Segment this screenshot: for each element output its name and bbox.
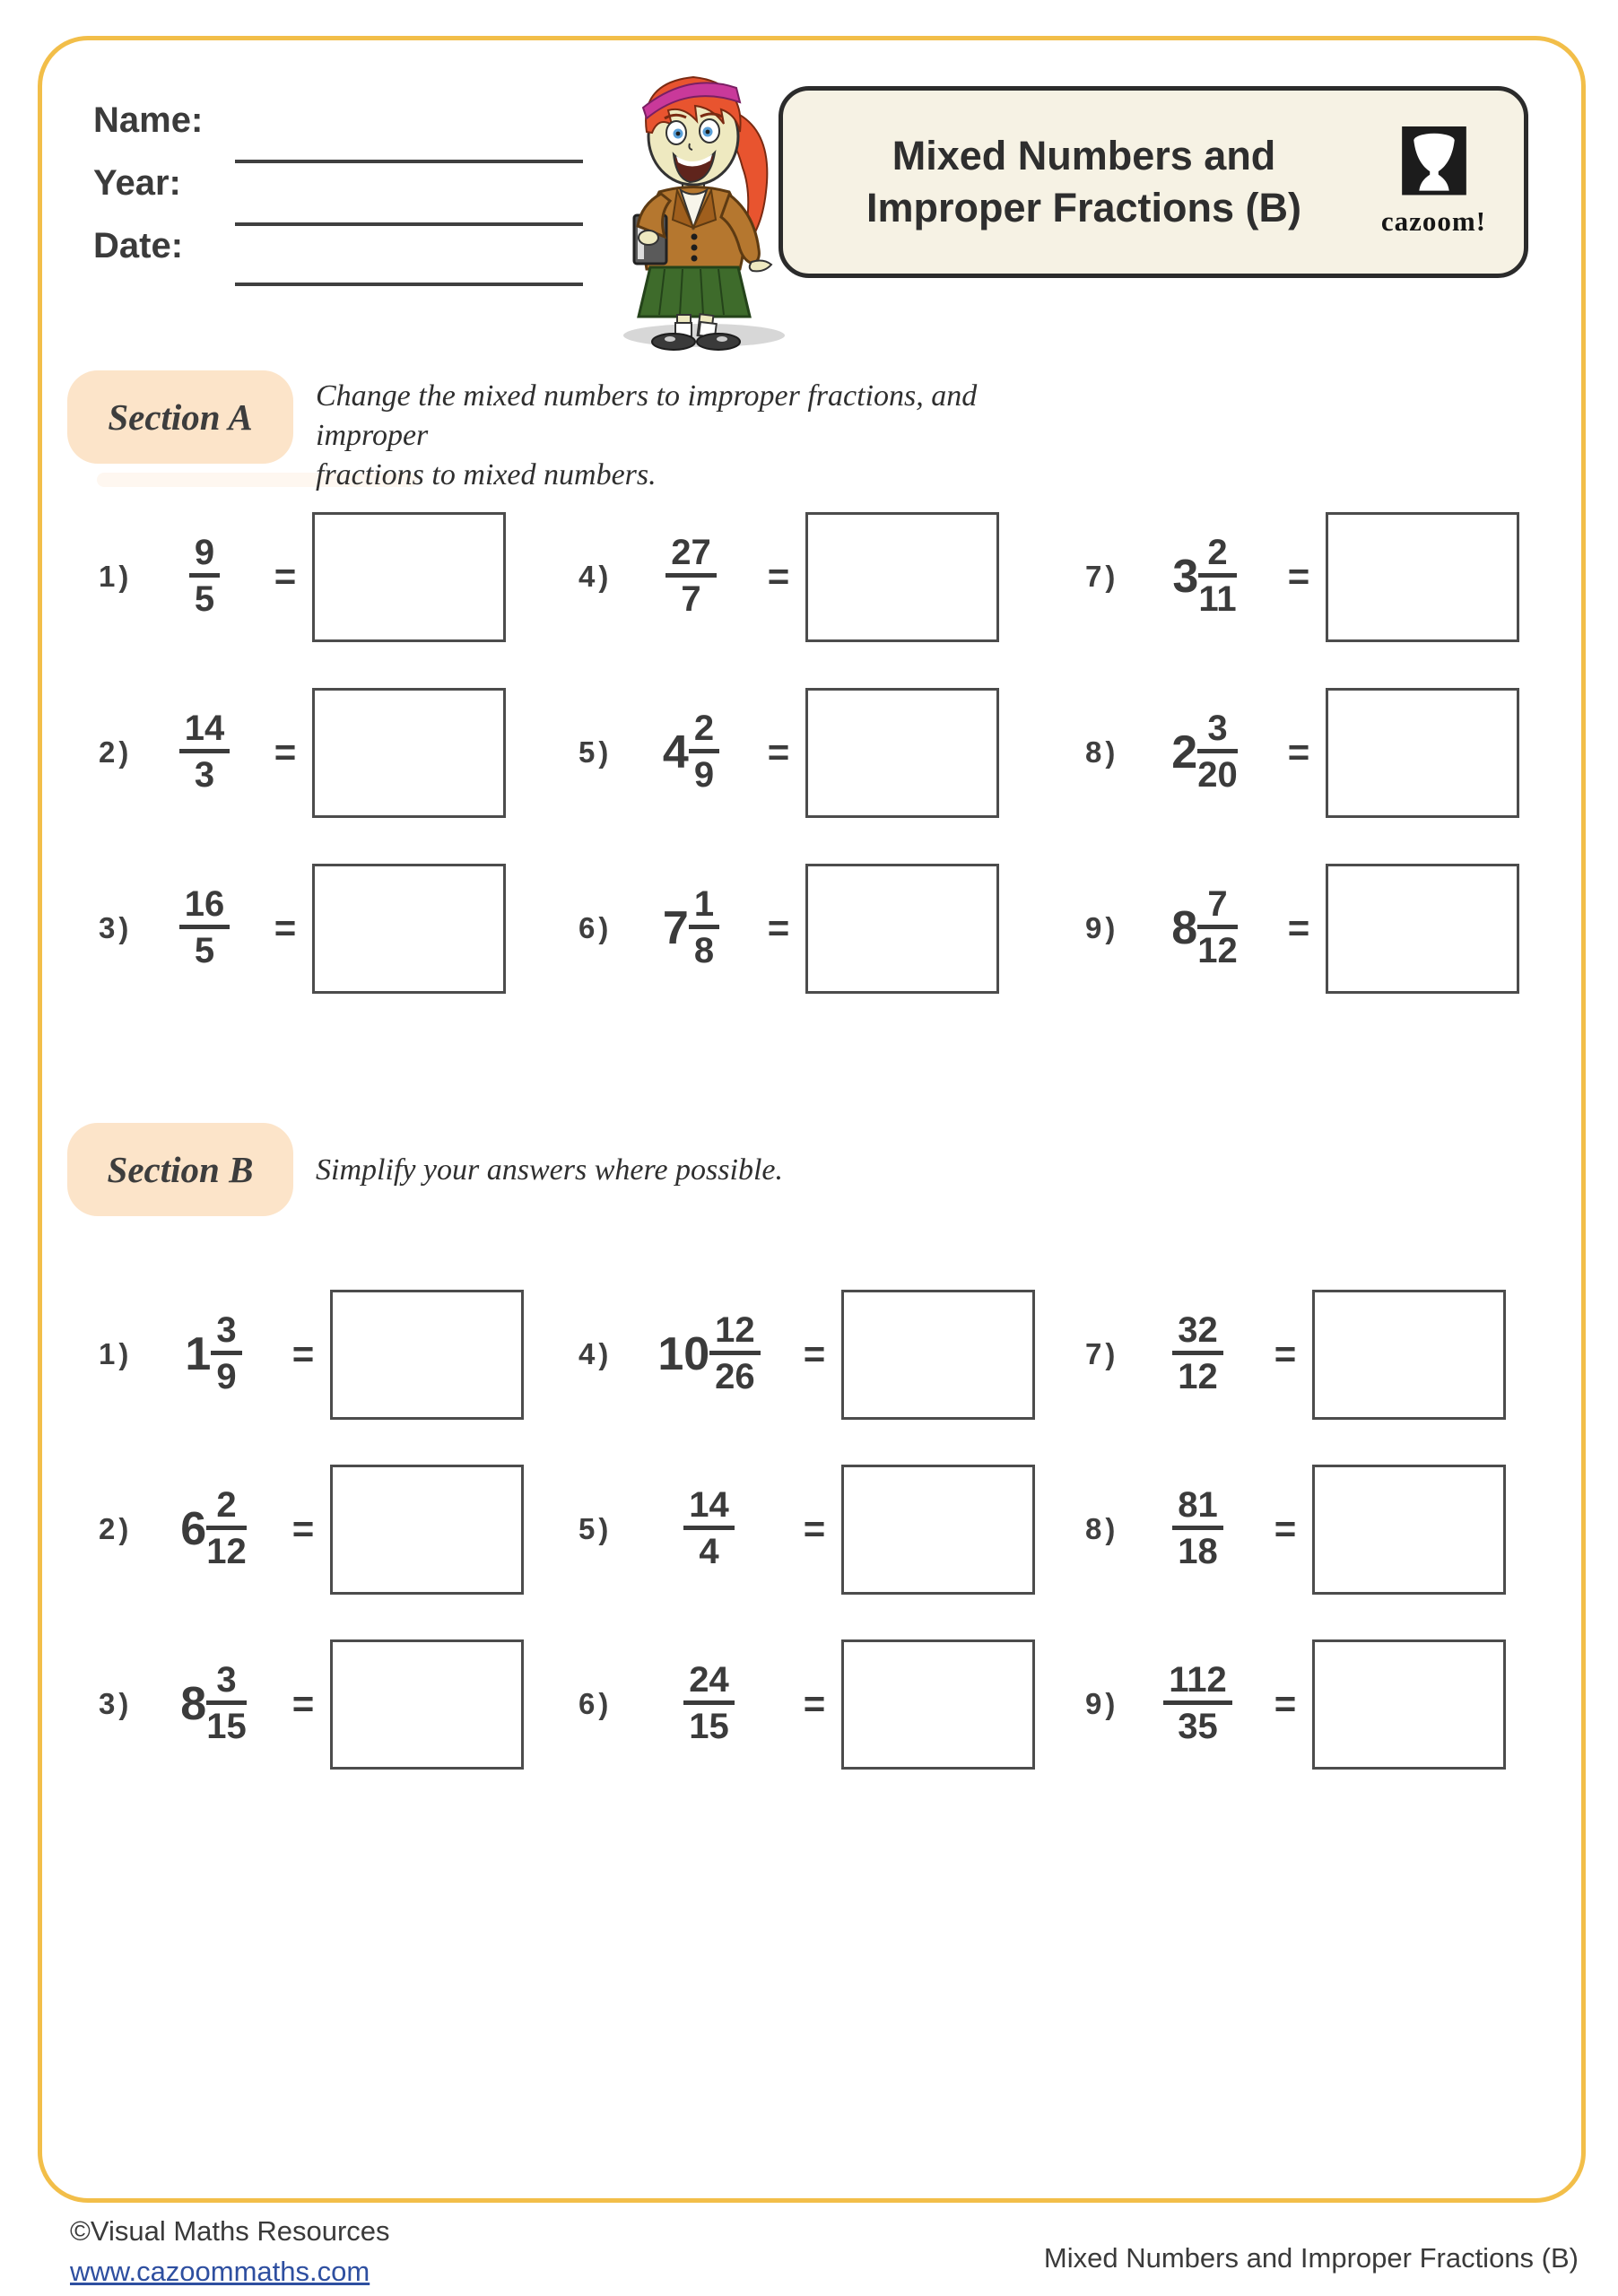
equals-sign: = [1287,731,1310,773]
numerator: 2 [1198,534,1236,578]
equals-sign: = [803,1683,826,1725]
problem-a4 [578,500,999,653]
problem-b5 [578,1453,1035,1605]
answer-box[interactable] [805,864,999,994]
denominator: 20 [1197,755,1238,795]
denominator: 26 [715,1357,755,1396]
numerator: 12 [709,1311,761,1355]
problem-number: 8) [1085,1512,1119,1545]
answer-box[interactable] [330,1465,524,1595]
fraction [1197,709,1238,796]
footer-left [70,2212,390,2292]
answer-box[interactable] [1312,1465,1506,1595]
equals-sign: = [803,1508,826,1550]
problem-b4 [578,1278,1035,1431]
problem-a6 [578,852,999,1004]
fraction [1163,1661,1232,1747]
problem-number: 7) [1085,560,1119,593]
fraction-expression [1137,1486,1258,1572]
problem-a7 [1085,500,1519,653]
fraction-expression [1137,885,1272,971]
denominator: 11 [1198,579,1237,619]
problem-number: 5) [578,735,613,769]
whole-number: 8 [180,1678,207,1730]
equals-sign: = [767,907,790,949]
problem-number: 5) [578,1512,613,1545]
answer-box[interactable] [312,688,506,818]
answer-box[interactable] [841,1639,1035,1770]
fraction-expression [151,534,258,620]
title-box [779,86,1528,278]
drum-icon [1399,126,1469,204]
section-b-pill: Section B [67,1123,293,1216]
fraction [1172,1311,1223,1397]
answer-box[interactable] [805,688,999,818]
numerator: 9 [189,534,220,578]
problem-b7 [1085,1278,1506,1431]
denominator: 12 [206,1532,247,1571]
denominator: 12 [1178,1357,1218,1396]
section-b-instruction: Simplify your answers where possible. [316,1153,783,1187]
problem-a8 [1085,676,1519,829]
fraction [689,885,719,971]
fraction-expression [151,885,258,971]
whole-number: 1 [185,1328,212,1380]
answer-box[interactable] [1312,1290,1506,1420]
problem-b3 [99,1628,524,1780]
fraction-expression [151,709,258,796]
fraction [1172,1486,1223,1572]
page-border-frame [38,36,1586,2203]
denominator: 9 [693,755,715,795]
denominator: 5 [194,931,215,970]
problem-number: 4) [578,560,613,593]
equals-sign: = [767,555,790,597]
answer-box[interactable] [330,1290,524,1420]
section-a-instruction-line1: Change the mixed numbers to improper fractions, and improper [316,379,978,453]
fraction [689,709,719,796]
fraction [1197,885,1238,971]
numerator: 2 [206,1486,247,1530]
section-a-instruction-line2: fractions to mixed numbers. [316,458,657,492]
worksheet-title-line2: Improper Fractions (B) [866,185,1302,230]
equals-sign: = [274,907,297,949]
problem-number: 9) [1085,911,1119,944]
problem-a9 [1085,852,1519,1004]
answer-box[interactable] [330,1639,524,1770]
equals-sign: = [291,1683,315,1725]
fraction [179,709,231,796]
whole-number: 6 [180,1503,207,1555]
denominator: 15 [206,1707,247,1746]
problem-a2 [99,676,506,829]
answer-box[interactable] [841,1465,1035,1595]
numerator: 16 [179,885,231,929]
cazoom-logo-text: cazoom! [1380,205,1487,237]
answer-box[interactable] [1326,688,1519,818]
footer-doc-title: Mixed Numbers and Improper Fractions (B) [1043,2242,1579,2274]
equals-sign: = [803,1333,826,1375]
numerator: 3 [1197,709,1238,753]
fraction-expression [151,1661,276,1747]
fraction-expression [631,1311,787,1397]
answer-box[interactable] [805,512,999,642]
numerator: 2 [689,709,719,753]
fraction [709,1311,761,1397]
problem-a1 [99,500,506,653]
problem-number: 3) [99,1687,133,1720]
fraction-expression [151,1486,276,1572]
fraction-expression [1137,1661,1258,1747]
numerator: 14 [683,1486,735,1530]
copyright-text: ©Visual Maths Resources [70,2215,390,2247]
problem-number: 9) [1085,1687,1119,1720]
whole-number: 10 [657,1328,710,1380]
denominator: 35 [1178,1707,1218,1746]
whole-number: 2 [1171,726,1198,778]
answer-box[interactable] [1312,1639,1506,1770]
problem-number: 1) [99,1337,133,1370]
equals-sign: = [767,731,790,773]
year-line [235,222,583,226]
denominator: 4 [699,1532,719,1571]
numerator: 24 [683,1661,735,1705]
numerator: 7 [1197,885,1238,929]
fraction-expression [631,709,752,796]
denominator: 12 [1197,931,1238,970]
denominator: 5 [194,579,215,619]
cazoommaths-link[interactable]: www.cazoommaths.com [70,2255,370,2287]
fraction-expression [1137,534,1272,620]
date-label: Date: [93,226,184,265]
fraction [683,1661,735,1747]
fraction [683,1486,735,1572]
problem-number: 8) [1085,735,1119,769]
fraction [179,885,231,971]
denominator: 18 [1178,1532,1218,1571]
equals-sign: = [1274,1333,1297,1375]
answer-box[interactable] [1326,512,1519,642]
problem-number: 6) [578,1687,613,1720]
answer-box[interactable] [312,864,506,994]
problem-b1 [99,1278,524,1431]
denominator: 7 [681,579,701,619]
year-label: Year: [93,163,181,203]
section-a-pill: Section A [67,370,293,464]
problem-b9 [1085,1628,1506,1780]
fraction-expression [631,885,752,971]
whole-number: 7 [662,902,689,954]
problem-number: 6) [578,911,613,944]
fraction [1198,534,1236,620]
denominator: 9 [216,1357,237,1396]
numerator: 3 [206,1661,247,1705]
equals-sign: = [274,555,297,597]
denominator: 3 [194,755,215,795]
numerator: 1 [689,885,719,929]
equals-sign: = [274,731,297,773]
fraction [189,534,220,620]
equals-sign: = [291,1508,315,1550]
problem-number: 7) [1085,1337,1119,1370]
problem-number: 2) [99,1512,133,1545]
numerator: 14 [179,709,231,753]
fraction-expression [1137,1311,1258,1397]
fraction [211,1311,241,1397]
answer-box[interactable] [1326,864,1519,994]
date-line [235,283,583,286]
whole-number: 8 [1171,902,1198,954]
equals-sign: = [1274,1683,1297,1725]
whole-number: 3 [1172,551,1199,603]
fraction-expression [151,1311,276,1397]
denominator: 15 [689,1707,729,1746]
whole-number: 4 [662,726,689,778]
fraction [206,1661,247,1747]
numerator: 81 [1172,1486,1223,1530]
fraction-expression [631,1486,787,1572]
numerator: 112 [1163,1661,1232,1705]
problem-number: 3) [99,911,133,944]
fraction-expression [631,534,752,620]
equals-sign: = [1274,1508,1297,1550]
numerator: 3 [211,1311,241,1355]
fraction [206,1486,247,1572]
problem-number: 2) [99,735,133,769]
problem-number: 4) [578,1337,613,1370]
fraction-expression [631,1661,787,1747]
answer-box[interactable] [312,512,506,642]
problem-a3 [99,852,506,1004]
equals-sign: = [291,1333,315,1375]
answer-box[interactable] [841,1290,1035,1420]
problem-b2 [99,1453,524,1605]
problem-number: 1) [99,560,133,593]
fraction [665,534,717,620]
worksheet-title-line1: Mixed Numbers and [892,133,1276,179]
equals-sign: = [1287,907,1310,949]
numerator: 32 [1172,1311,1223,1355]
section-a-instruction [316,377,1087,496]
fraction-expression [1137,709,1272,796]
equals-sign: = [1287,555,1310,597]
problem-a5 [578,676,999,829]
worksheet-title [783,130,1360,233]
name-label: Name: [93,100,204,140]
problem-b6 [578,1628,1035,1780]
name-line [235,160,583,163]
problem-b8 [1085,1453,1506,1605]
denominator: 8 [693,931,715,970]
cazoom-logo [1360,126,1508,238]
numerator: 27 [665,534,717,578]
